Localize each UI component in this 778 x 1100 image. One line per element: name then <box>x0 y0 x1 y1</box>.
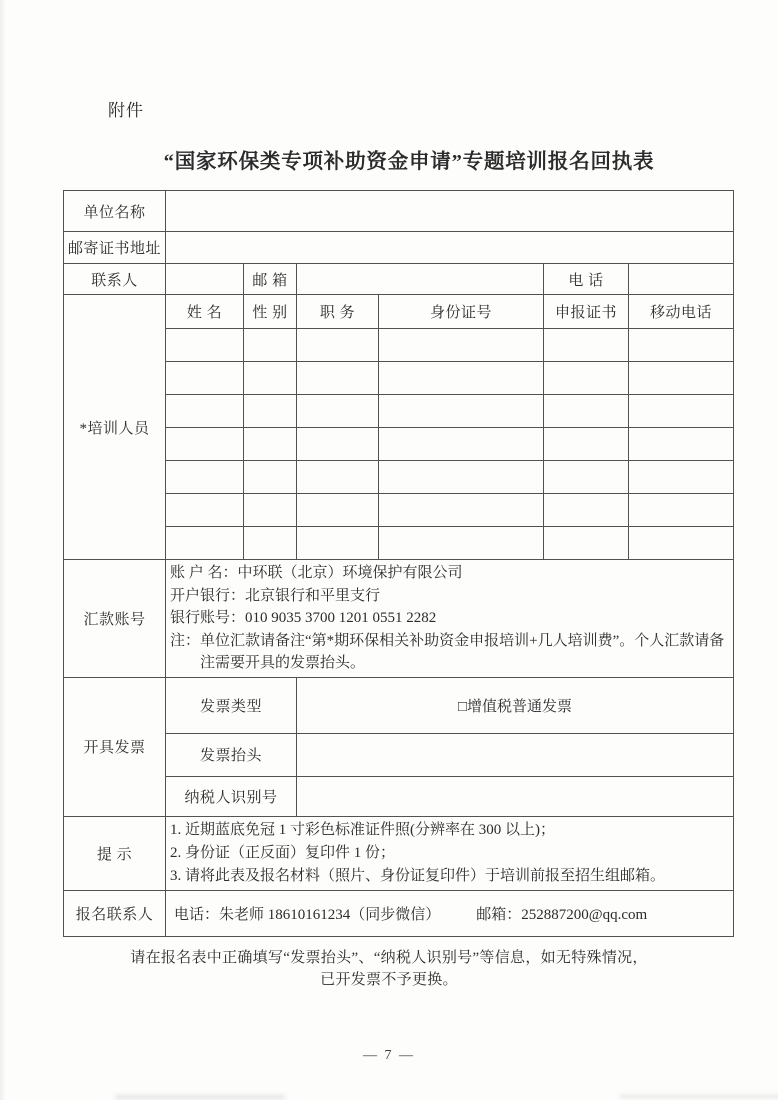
trainee-col-name: 姓 名 <box>166 295 244 329</box>
trainee-cell <box>244 461 297 494</box>
contact-row <box>64 264 734 295</box>
contact-label: 联系人 <box>64 264 166 295</box>
invoice-type-value: □增值税普通发票 <box>297 677 734 733</box>
contact-value-cell <box>166 264 244 295</box>
trainee-header-row <box>64 295 734 329</box>
tips-item-1: 1. 近期蓝底免冠 1 寸彩色标准证件照(分辨率在 300 以上)； <box>170 821 555 838</box>
invoice-type-row <box>64 677 734 733</box>
unit-name-row <box>64 191 734 232</box>
remittance-account-name: 账 户 名：中环联（北京）环境保护有限公司 <box>170 565 463 581</box>
tips-content-cell <box>166 816 734 891</box>
unit-name-value-cell <box>166 191 734 232</box>
scan-edge-artifact <box>0 0 6 1100</box>
remittance-row <box>64 560 734 678</box>
footer-note-line1: 请在报名表中正确填写“发票抬头”、“纳税人识别号”等信息，如无特殊情况， <box>130 950 648 967</box>
trainee-cell <box>244 362 297 395</box>
trainee-cell <box>379 461 544 494</box>
trainee-cell <box>297 494 379 527</box>
page-number: — 7 — <box>363 1047 415 1063</box>
tips-item-2: 2. 身份证（正反面）复印件 1 份； <box>170 844 396 861</box>
trainee-cell <box>544 428 629 461</box>
taxpayer-id-label: 纳税人识别号 <box>166 776 297 816</box>
trainee-cell <box>297 461 379 494</box>
mailing-address-value-cell <box>166 232 734 264</box>
registration-contact-row <box>64 891 734 937</box>
trainee-cell <box>166 527 244 560</box>
remittance-account-number: 银行账号：010 9035 3700 1201 0551 2282 <box>170 610 437 626</box>
trainee-cell <box>244 329 297 362</box>
trainee-cell <box>379 329 544 362</box>
trainee-cell <box>379 527 544 560</box>
trainee-cell <box>544 461 629 494</box>
trainee-col-id-number: 身份证号 <box>379 295 544 329</box>
trainee-cell <box>297 527 379 560</box>
mailing-address-row <box>64 232 734 264</box>
unit-name-label: 单位名称 <box>64 191 166 232</box>
remittance-bank: 开户银行：北京银行和平里支行 <box>170 587 381 604</box>
email-value-cell <box>297 264 544 295</box>
trainee-cell <box>244 395 297 428</box>
trainee-cell <box>629 461 734 494</box>
phone-value-cell <box>629 264 734 295</box>
registration-contact-label: 报名联系人 <box>64 891 166 937</box>
trainee-col-gender: 性 别 <box>244 295 297 329</box>
trainee-cell <box>166 329 244 362</box>
trainee-cell <box>166 494 244 527</box>
trainee-cell <box>244 428 297 461</box>
trainee-cell <box>379 494 544 527</box>
trainee-cell <box>244 494 297 527</box>
footer-note-line2: 已开发票不予更换。 <box>320 972 458 988</box>
taxpayer-id-value-cell <box>297 776 734 816</box>
trainee-col-mobile: 移动电话 <box>629 295 734 329</box>
trainee-cell <box>544 329 629 362</box>
invoice-section-label: 开具发票 <box>64 677 166 816</box>
registration-contact-phone: 电话：朱老师 18610161234（同步微信） <box>174 907 441 924</box>
trainee-cell <box>297 395 379 428</box>
trainee-cell <box>297 362 379 395</box>
remittance-details-cell <box>166 560 734 678</box>
document-title: “国家环保类专项补助资金申请”专题培训报名回执表 <box>163 151 655 173</box>
tips-item-3: 3. 请将此表及报名材料（照片、身份证复印件）于培训前报至招生组邮箱。 <box>170 868 666 884</box>
registration-contact-email: 邮箱：252887200@qq.com <box>476 907 648 924</box>
mailing-address-label: 邮寄证书地址 <box>64 232 166 264</box>
trainee-col-certificate: 申报证书 <box>544 295 629 329</box>
scan-smudge-artifact <box>115 1095 285 1099</box>
invoice-title-value-cell <box>297 733 734 776</box>
trainee-cell <box>166 461 244 494</box>
trainee-cell <box>166 428 244 461</box>
trainee-cell <box>544 527 629 560</box>
trainee-cell <box>629 362 734 395</box>
trainee-col-position: 职 务 <box>297 295 379 329</box>
invoice-type-label: 发票类型 <box>166 677 297 733</box>
invoice-title-label: 发票抬头 <box>166 733 297 776</box>
email-label: 邮 箱 <box>244 264 297 295</box>
registration-contact-cell <box>166 891 734 937</box>
trainee-cell <box>297 329 379 362</box>
tips-label: 提 示 <box>64 816 166 891</box>
trainee-cell <box>544 494 629 527</box>
trainee-cell <box>297 428 379 461</box>
remittance-label: 汇款账号 <box>64 560 166 678</box>
trainee-cell <box>244 527 297 560</box>
trainee-cell <box>629 329 734 362</box>
trainee-cell <box>379 362 544 395</box>
trainees-label: *培训人员 <box>64 295 166 560</box>
attachment-label: 附件 <box>108 101 144 120</box>
trainee-cell <box>379 395 544 428</box>
phone-label: 电 话 <box>544 264 629 295</box>
scan-smudge-artifact <box>620 1095 778 1098</box>
trainee-cell <box>544 362 629 395</box>
trainee-cell <box>379 428 544 461</box>
trainee-cell <box>544 395 629 428</box>
trainee-cell <box>166 395 244 428</box>
tips-row <box>64 816 734 891</box>
trainee-cell <box>629 494 734 527</box>
trainee-cell <box>629 527 734 560</box>
registration-form-table <box>63 190 734 937</box>
footer-note <box>0 948 778 992</box>
trainee-cell <box>629 395 734 428</box>
trainee-cell <box>166 362 244 395</box>
remittance-note: 注：单位汇款请备注“第*期环保相关补助资金申报培训+几人培训费”。个人汇款请备注需要开具的发票抬头。 <box>170 632 725 671</box>
trainee-cell <box>629 428 734 461</box>
